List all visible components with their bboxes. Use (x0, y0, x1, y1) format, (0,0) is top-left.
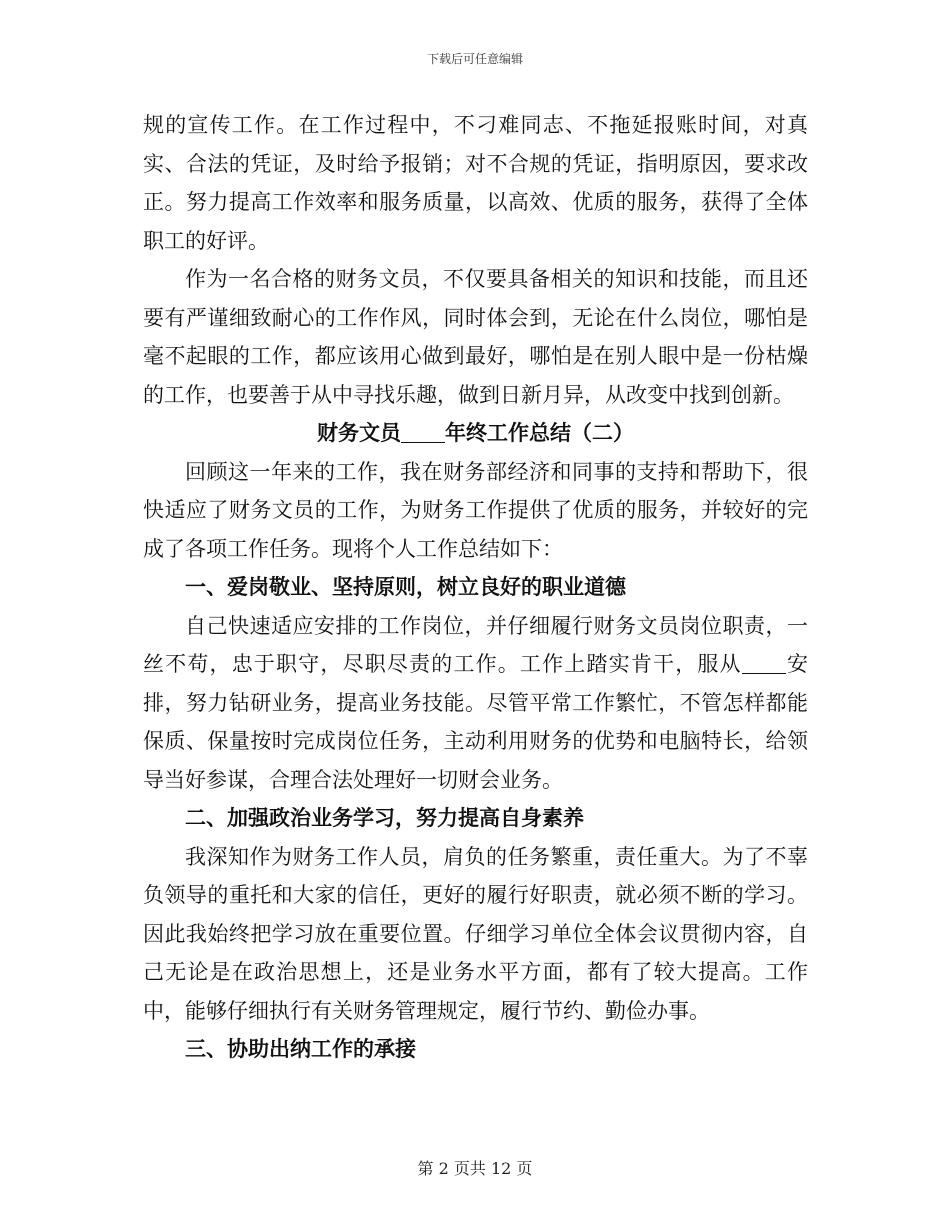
section-title (143, 414, 808, 453)
page-header: 下载后可任意编辑 (426, 52, 523, 66)
heading-three: 三、协助出纳工作的承接 (185, 1036, 416, 1061)
heading-two: 二、加强政治业务学习，努力提高自身素养 (185, 805, 584, 830)
paragraph-continuation: 规的宣传工作。在工作过程中，不刁难同志、不拖延报账时间，对真实、合法的凭证，及时给予报销；对不合规的凭证，指明原因，要求改正。努力提高工作效率和服务质量，以高效、优质的服务，获得了全体职工的好评。 (143, 113, 808, 253)
paragraph-review: 回顾这一年来的工作，我在财务部经济和同事的支持和帮助下，很快适应了财务文员的工作，为财务工作提供了优质的服务，并较好的完成了各项工作任务。现将个人工作总结如下： (143, 459, 808, 561)
paragraph-blank (742, 652, 786, 674)
paragraph-qualified-clerk: 作为一名合格的财务文员，不仅要具备相关的知识和技能，而且还要有严谨细致耐心的工作作风，同时体会到，无论在什么岗位，哪怕是毫不起眼的工作，都应该用心做到最好，哪怕是在别人眼中是一份枯燥的工作，也要善于从中寻找乐趣，做到日新月异，从改变中找到创新。 (143, 267, 808, 407)
title-blank (401, 421, 445, 443)
paragraph-study: 我深知作为财务工作人员，肩负的任务繁重，责任重大。为了不辜负领导的重托和大家的信任，更好的履行好职责，就必须不断的学习。因此我始终把学习放在重要位置。仔细学习单位全体会议贯彻内容，自己无论是在政治思想上，还是业务水平方面，都有了较大提高。工作中，能够仔细执行有关财务管理规定，履行节约、勤俭办事。 (143, 844, 808, 1023)
paragraph-dedication-before: 自己快速适应安排的工作岗位，并仔细履行财务文员岗位职责，一丝不苟，忠于职守，尽职尽责的工作。工作上踏实肯干，服从 (143, 613, 808, 676)
page-footer: 第 2 页共 12 页 (417, 1159, 533, 1178)
paragraph-dedication (143, 607, 808, 800)
document-body (143, 106, 808, 1069)
title-text-before: 财务文员 (316, 420, 401, 445)
title-text-after: 年终工作总结（二） (445, 420, 635, 445)
heading-one: 一、爱岗敬业、坚持原则，树立良好的职业道德 (185, 574, 626, 599)
paragraph-dedication-after: 安排，努力钻研业务，提高业务技能。尽管平常工作繁忙，不管怎样都能保质、保量按时完成岗位任务，主动利用财务的优势和电脑特长，给领导当好参谋，合理合法处理好一切财会业务。 (143, 652, 809, 792)
